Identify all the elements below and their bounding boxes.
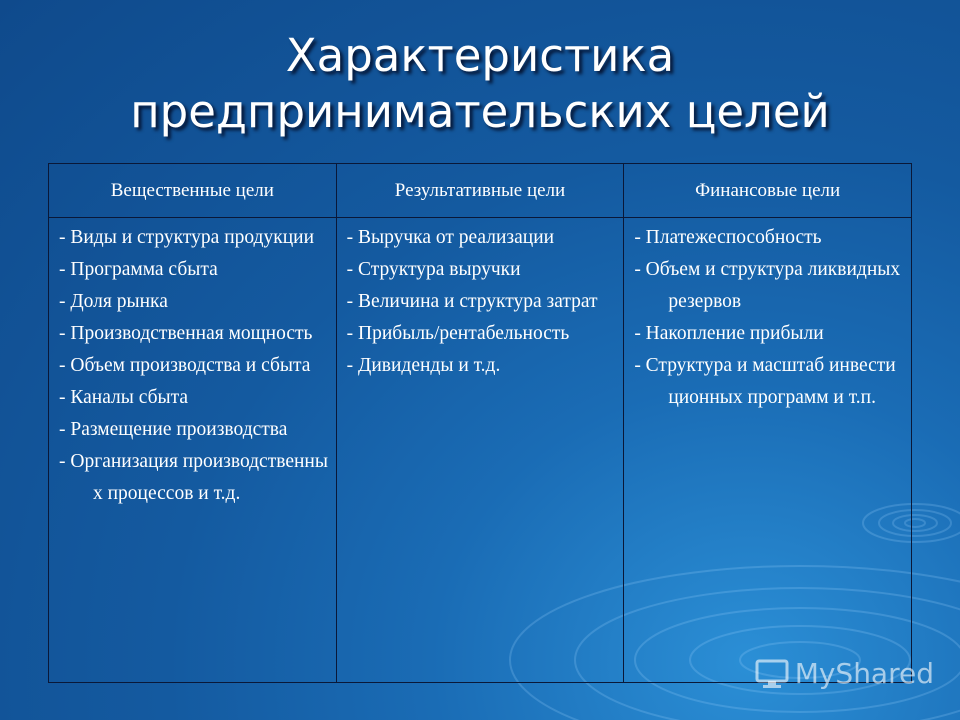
list-item: - Организация производственных процессов и т.д.	[59, 451, 328, 504]
title-line-2: предпринимательских целей	[130, 85, 830, 138]
title-line-1: Характеристика	[285, 29, 675, 82]
list-item: - Величина и структура затрат	[346, 291, 598, 312]
list-item: - Доля рынка	[59, 291, 168, 312]
list-item: - Программа сбыта	[59, 259, 218, 280]
list-item: - Накопление прибыли	[634, 323, 824, 344]
header-material-goals: Вещественные цели	[49, 164, 337, 218]
result-goals-list	[347, 222, 618, 382]
list-item: - Структура и масштаб инвестиционных программ и т.п.	[634, 355, 896, 408]
financial-goals-list	[634, 222, 905, 414]
material-goals-cell	[49, 218, 337, 683]
table-body-row	[49, 218, 912, 683]
list-item: - Размещение производства	[59, 419, 288, 440]
list-item: - Виды и структура продукции	[59, 227, 315, 248]
list-item: - Дивиденды и т.д.	[346, 355, 501, 376]
header-financial-goals: Финансовые цели	[624, 164, 912, 218]
financial-goals-cell	[624, 218, 912, 683]
material-goals-list	[59, 222, 330, 510]
header-result-goals: Результативные цели	[336, 164, 624, 218]
list-item: - Прибыль/рентабельность	[346, 323, 570, 344]
list-item: - Каналы сбыта	[59, 387, 189, 408]
table-header-row	[49, 164, 912, 218]
watermark	[755, 657, 934, 690]
list-item: - Объем и структура ликвидных резервов	[634, 259, 901, 312]
watermark-text: MyShared	[794, 657, 934, 690]
list-item: - Структура выручки	[346, 259, 521, 280]
monitor-logo-icon	[755, 659, 789, 689]
result-goals-cell	[336, 218, 624, 683]
list-item: - Объем производства и сбыта	[59, 355, 311, 376]
list-item: - Платежеспособность	[634, 227, 822, 248]
list-item: - Производственная мощность	[59, 323, 313, 344]
goals-table	[48, 163, 912, 683]
slide-title	[0, 28, 960, 140]
list-item: - Выручка от реализации	[346, 227, 555, 248]
